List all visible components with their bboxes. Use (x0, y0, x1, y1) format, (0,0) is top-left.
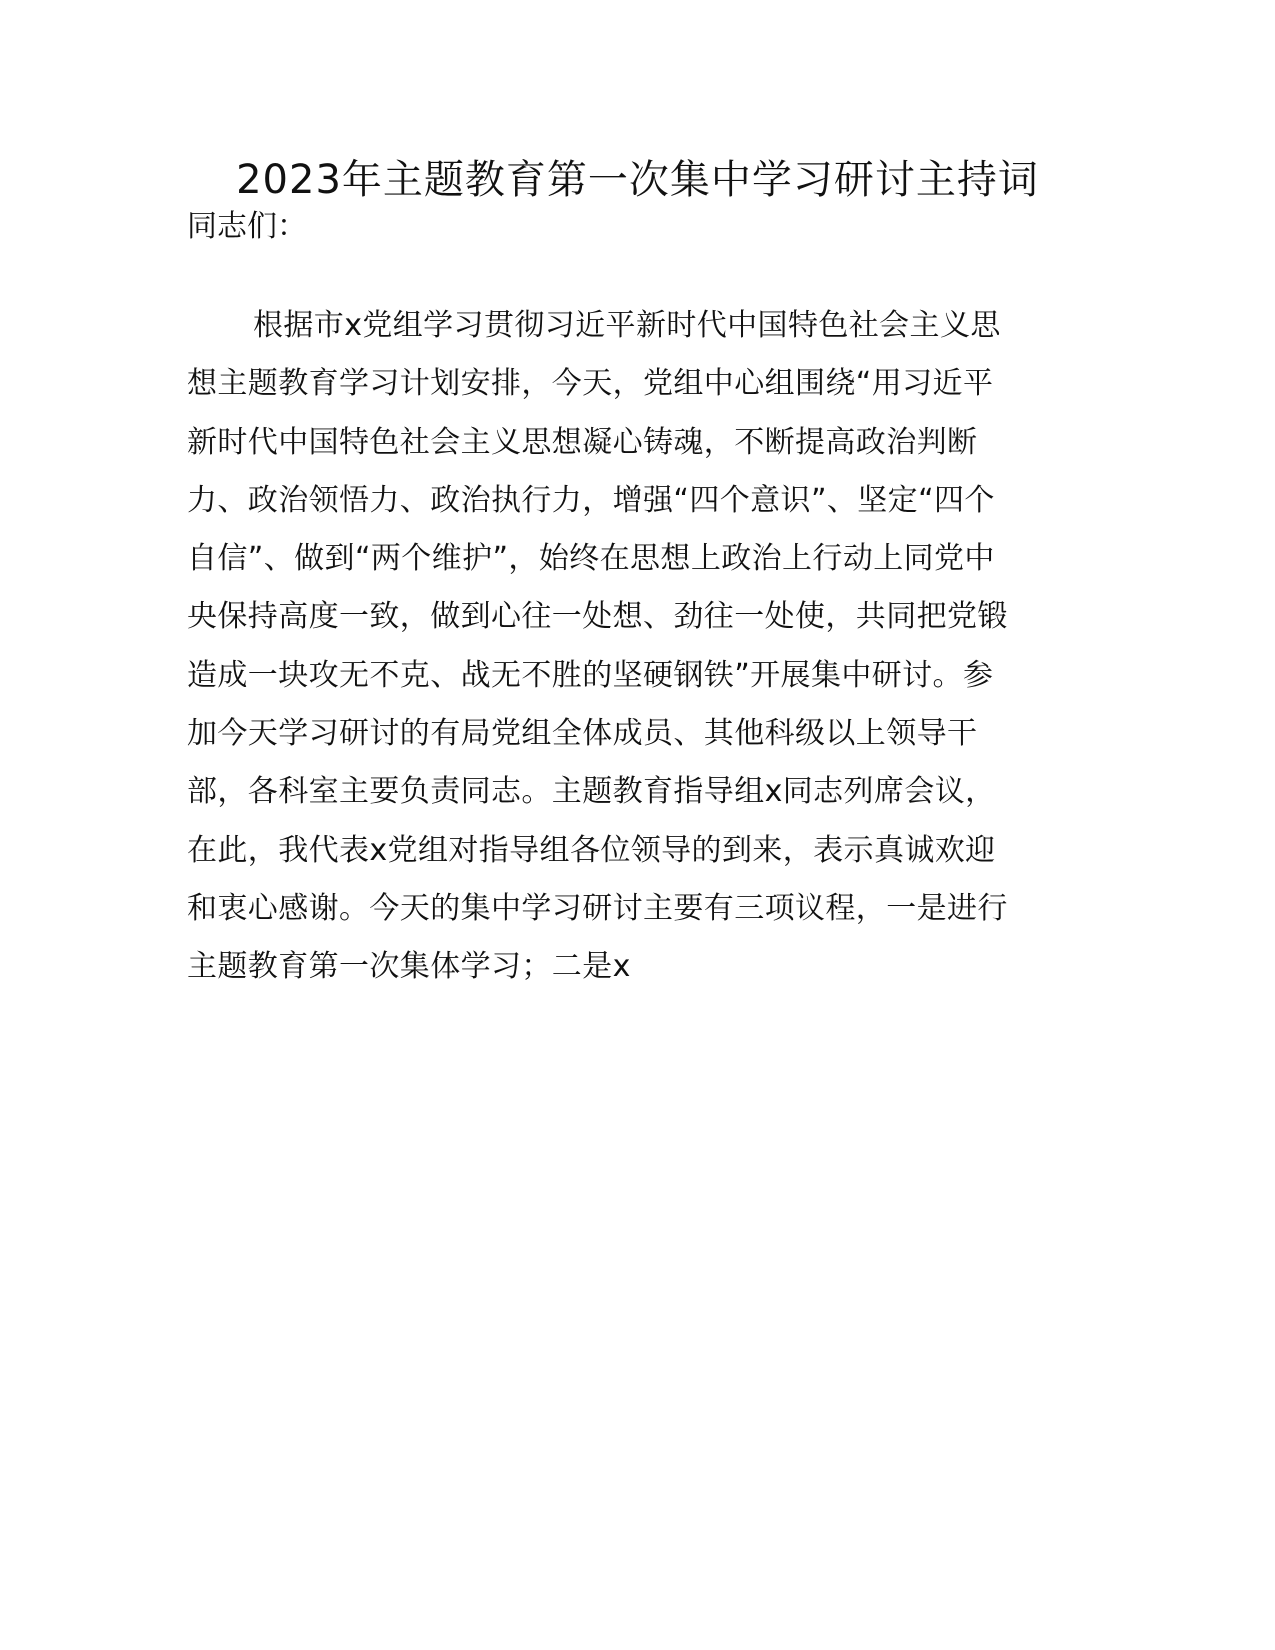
paragraph-line: 加今天学习研讨的有局党组全体成员、其他科级以上领导干 (187, 716, 978, 752)
paragraph-line: 和衷心感谢。今天的集中学习研讨主要有三项议程，一是进行 (187, 890, 1008, 926)
body-paragraph (187, 297, 1087, 997)
paragraph-line: 根据市x党组学习贯彻习近平新时代中国特色社会主义思 (253, 308, 1001, 343)
paragraph-line: 想主题教育学习计划安排，今天，党组中心组围绕“用习近平 (187, 366, 994, 402)
paragraph-line: 央保持高度一致，做到心往一处想、劲往一处使，共同把党锻 (187, 599, 1008, 635)
paragraph-line: 新时代中国特色社会主义思想凝心铸魂，不断提高政治判断 (187, 424, 978, 460)
paragraph-line: 力、政治领悟力、政治执行力，增强“四个意识”、坚定“四个 (187, 482, 995, 518)
paragraph-line: 造成一块攻无不克、战无不胜的坚硬钢铁”开展集中研讨。参 (187, 657, 994, 693)
paragraph-line: 部，各科室主要负责同志。主题教育指导组x同志列席会议， (187, 774, 996, 810)
salutation: 同志们： (187, 209, 307, 244)
paragraph-line: 自信”、做到“两个维护”，始终在思想上政治上行动上同党中 (187, 541, 995, 577)
paragraph-line: 在此，我代表x党组对指导组各位领导的到来，表示真诚欢迎 (187, 832, 996, 868)
document-title: 2023年主题教育第一次集中学习研讨主持词 (236, 157, 1039, 203)
paragraph-line: 主题教育第一次集体学习；二是x (187, 949, 631, 985)
